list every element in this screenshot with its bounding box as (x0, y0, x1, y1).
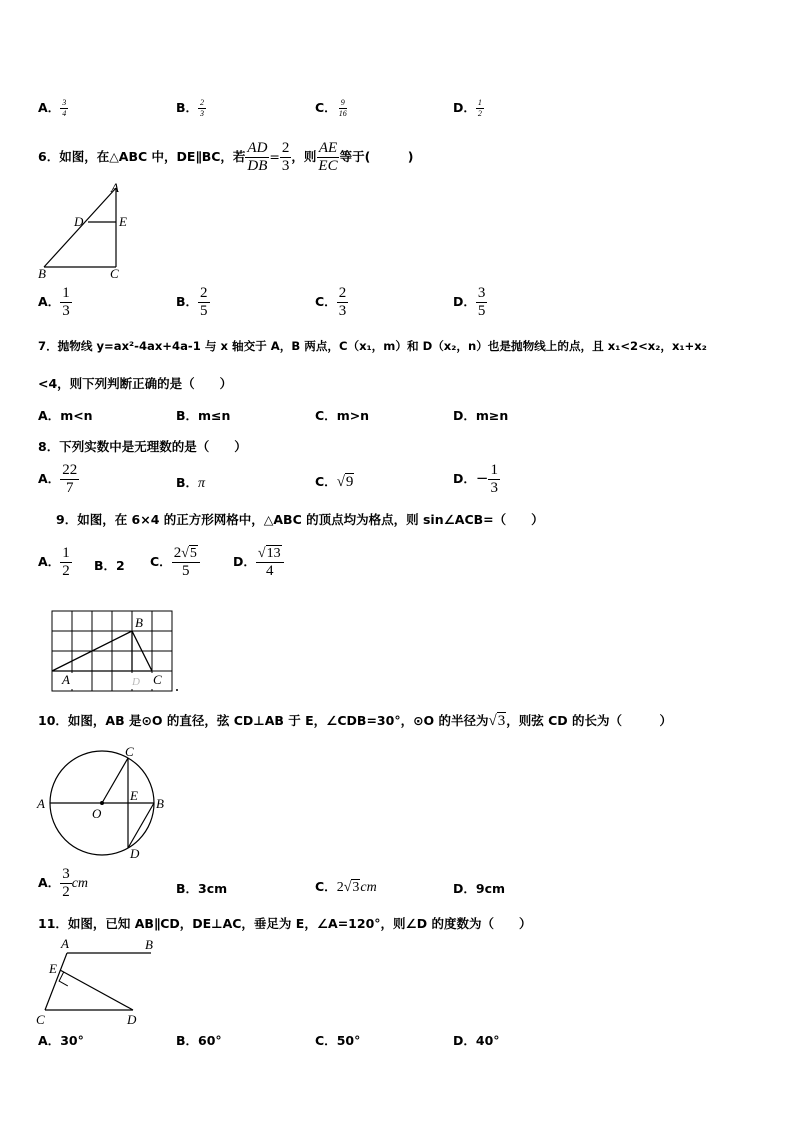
q5-option-d[interactable] (453, 98, 484, 118)
q6-option-d[interactable]: D． $\frac{3}{5}$ (453, 285, 486, 319)
label-a: A (111, 180, 119, 195)
square-root: √3 (488, 713, 506, 729)
fraction-ae-ec: $\frac{AE}{EC}$ (318, 140, 338, 174)
label-a: A (62, 672, 70, 687)
q7-stem-line2: <4，则下列判断正确的是（ ） (38, 376, 233, 391)
q10-option-a[interactable]: A． $\frac{3}{2}$ cm (38, 866, 89, 900)
option-label: B． (176, 100, 199, 115)
label-b: B (145, 937, 153, 952)
q11-option-d[interactable]: D．40° (453, 1033, 500, 1048)
q7-option-c[interactable]: C．m>n (315, 408, 370, 423)
square-root: √9 (336, 474, 354, 490)
q5-option-a[interactable] (38, 98, 68, 118)
q7-option-a[interactable]: A．m<n (38, 408, 93, 423)
q10-stem: 10．如图，AB 是⊙O 的直径，弦 CD⊥AB 于 E，∠CDB=30°，⊙O 的半径为√3，则弦 CD 的长为（ ） (38, 713, 673, 729)
q5-option-c[interactable] (315, 98, 349, 118)
q11-option-b[interactable]: B．60° (176, 1033, 222, 1048)
label-c: C (125, 744, 134, 759)
q9-option-a[interactable]: A． $\frac{1}{2}$ (38, 545, 70, 579)
q9-stem: 9．如图，在 6×4 的正方形网格中，△ABC 的顶点均为格点，则 sin∠ACB=（ ） (56, 512, 544, 527)
q11-option-c[interactable]: C．50° (315, 1033, 361, 1048)
label-e: E (49, 961, 57, 976)
label-d: D (74, 214, 84, 229)
label-d: D (127, 1012, 137, 1027)
fraction: $\frac{2}{3}$ (200, 98, 205, 118)
fraction-two-thirds: $\frac{2}{3}$ (281, 140, 290, 174)
label-c: C (110, 266, 119, 281)
q6-option-a[interactable]: A． $\frac{1}{3}$ (38, 285, 70, 319)
label-b: B (38, 266, 46, 281)
q6-stem: 6．如图，在△ABC 中，DE∥BC，若 $\frac{AD}{DB}$ = $\frac{2}{3}$ ，则 $\frac{AE}{EC}$ 等于( ) (38, 140, 414, 174)
q8-stem: 8．下列实数中是无理数的是（ ） (38, 439, 247, 454)
q10-option-c[interactable]: C．2√3cm (315, 879, 377, 895)
label-d: D (132, 676, 140, 688)
q7-stem-line1: 7．抛物线 y=ax²-4ax+4a-1 与 x 轴交于 A，B 两点，C（x₁，m）和 D（x₂，n）也是抛物线上的点，且 x₁<2<x₂，x₁+x₂ (38, 339, 707, 353)
fraction: $\frac{1}{2}$ (477, 98, 482, 118)
option-label: D． (453, 100, 476, 115)
label-o: O (92, 806, 102, 821)
q9-option-b[interactable]: B．2 (94, 558, 125, 573)
q11-stem: 11．如图，已知 AB∥CD，DE⊥AC，垂足为 E，∠A=120°，则∠D 的度数为（ ） (38, 916, 532, 931)
q8-option-a[interactable]: A． $\frac{22}{7}$ (38, 462, 78, 496)
q8-option-c[interactable]: C．√9 (315, 474, 354, 490)
q8-option-d[interactable]: D．− $\frac{1}{3}$ (453, 462, 498, 496)
q8-option-b[interactable]: B．π (176, 475, 206, 491)
q6-option-c[interactable]: C． $\frac{2}{3}$ (315, 285, 347, 319)
q9-option-d[interactable]: D． $\frac{√13}{4}$ (233, 545, 284, 580)
fraction: $\frac{9}{16}$ (338, 98, 347, 118)
fraction: $\frac{3}{4}$ (62, 98, 67, 118)
q10-option-b[interactable]: B．3cm (176, 881, 228, 896)
label-b: B (156, 796, 164, 811)
q11-option-a[interactable]: A．30° (38, 1033, 84, 1048)
q7-option-b[interactable]: B．m≤n (176, 408, 231, 423)
q9-grid-figure (45, 605, 185, 697)
option-label: A． (38, 100, 61, 115)
q5-option-b[interactable] (176, 98, 206, 118)
label-d: D (130, 846, 140, 861)
q9-option-c[interactable]: C． $\frac{2√5}{5}$ (150, 545, 200, 580)
label-c: C (153, 672, 162, 687)
label-a: A (61, 936, 69, 951)
q10-option-d[interactable]: D．9cm (453, 881, 506, 896)
label-a: A (37, 796, 45, 811)
q10-circle-figure (35, 742, 175, 864)
label-e: E (119, 214, 127, 229)
q7-option-d[interactable]: D．m≥n (453, 408, 509, 423)
label-b: B (135, 615, 143, 630)
label-c: C (36, 1012, 45, 1027)
q6-triangle-figure (35, 180, 135, 285)
fraction-ad-db: $\frac{AD}{DB}$ (247, 140, 268, 174)
q6-option-b[interactable]: B． $\frac{2}{5}$ (176, 285, 208, 319)
q11-parallel-figure (33, 936, 173, 1028)
option-label: C． (315, 100, 337, 115)
label-e: E (130, 788, 138, 803)
